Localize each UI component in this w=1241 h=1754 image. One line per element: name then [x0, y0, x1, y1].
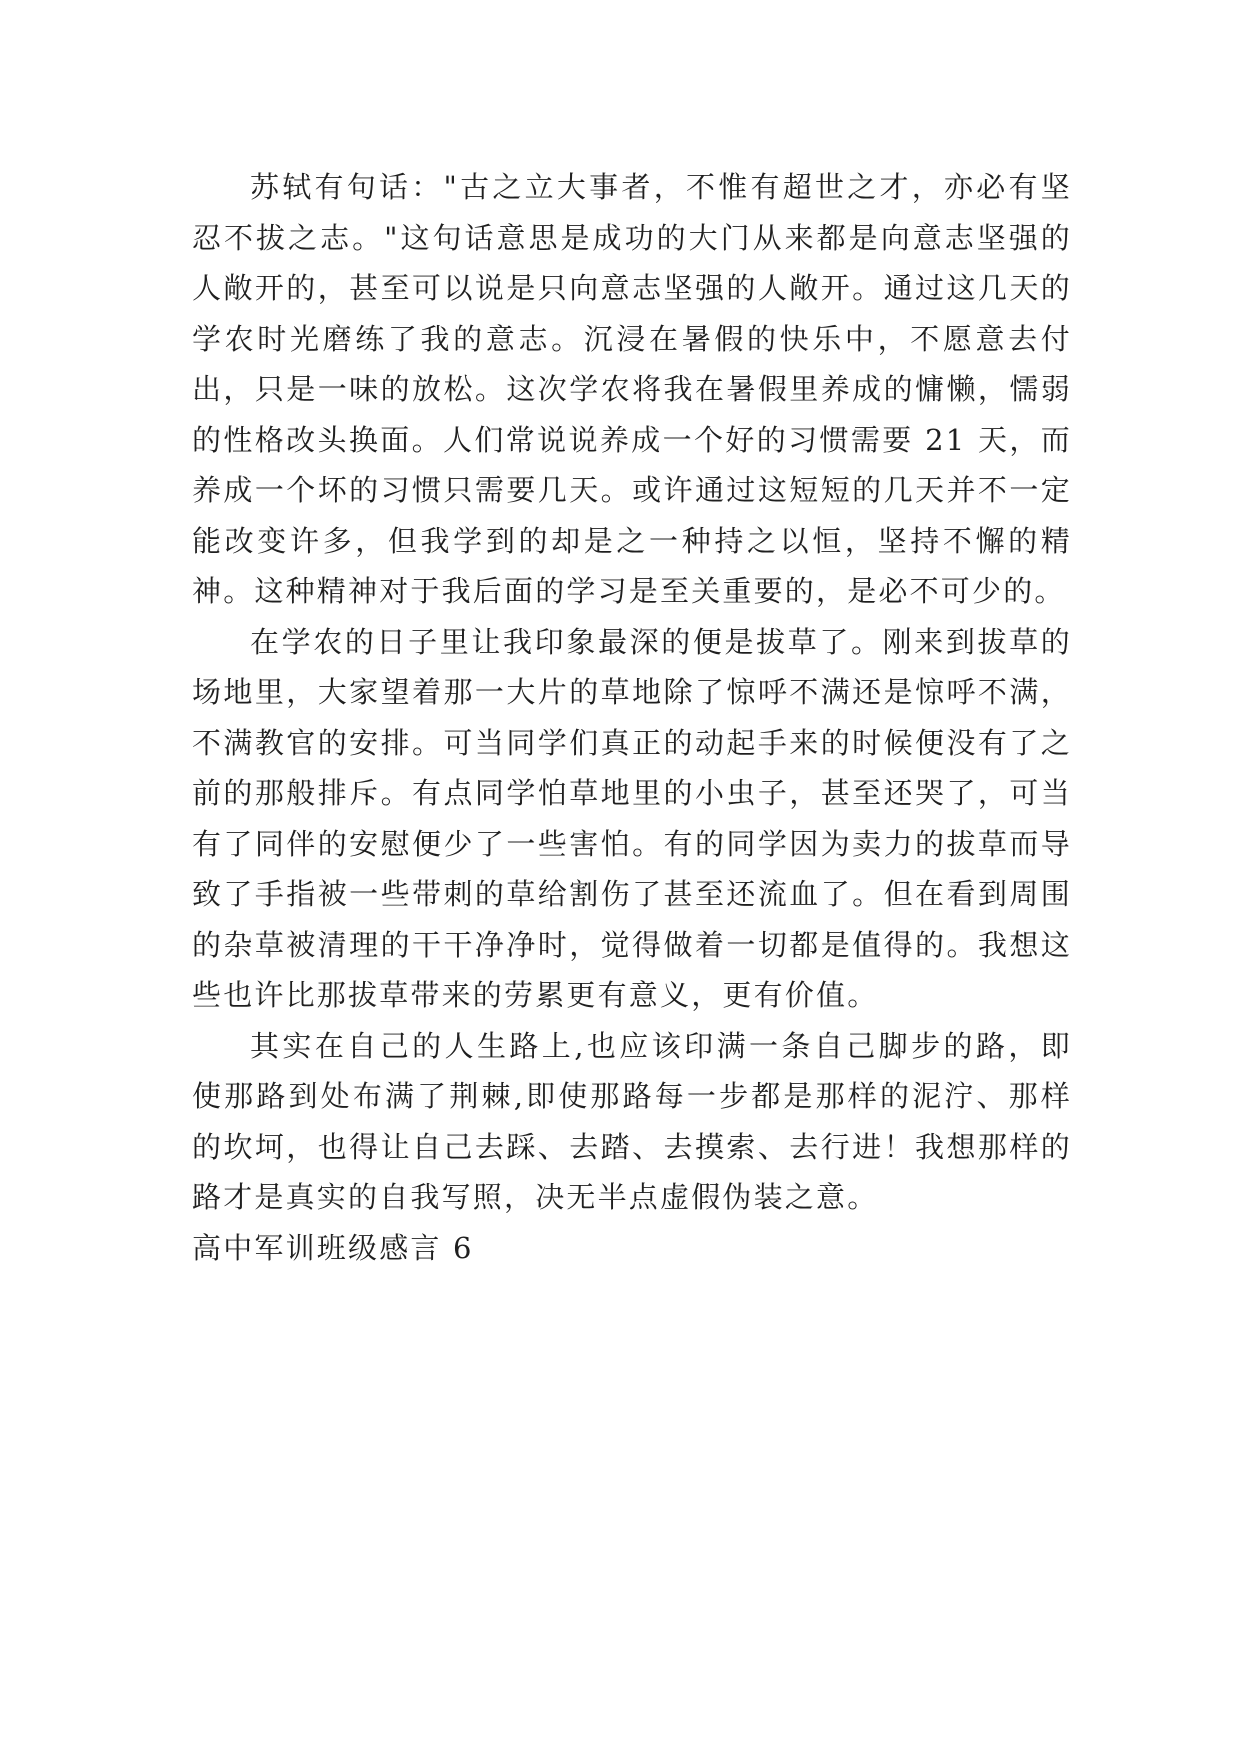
paragraph-3: 其实在自己的人生路上,也应该印满一条自己脚步的路，即使那路到处布满了荆棘,即使那路每一步都是那样的泥泞、那样的坎坷，也得让自己去踩、去踏、去摸索、去行进！我想那样的路才是真实的自我写照，决无半点虚假伪装之意。: [192, 1028, 1072, 1214]
section-heading: 高中军训班级感言 6: [192, 1230, 474, 1265]
paragraph-2: 在学农的日子里让我印象最深的便是拔草了。刚来到拔草的场地里，大家望着那一大片的草地除了惊呼不满还是惊呼不满，不满教官的安排。可当同学们真正的动起手来的时候便没有了之前的那般排斥。有点同学怕草地里的小虫子，甚至还哭了，可当有了同伴的安慰便少了一些害怕。有的同学因为卖力的拔草而导致了手指被一些带刺的草给割伤了甚至还流血了。但在看到周围的杂草被清理的干干净净时，觉得做着一切都是值得的。我想这些也许比那拔草带来的劳累更有意义，更有价值。: [192, 624, 1072, 1012]
document-body: [192, 162, 1072, 1273]
paragraph-1: 苏轼有句话："古之立大事者，不惟有超世之才，亦必有坚忍不拔之志。"这句话意思是成功的大门从来都是向意志坚强的人敞开的，甚至可以说是只向意志坚强的人敞开。通过这几天的学农时光磨练了我的意志。沉浸在暑假的快乐中，不愿意去付出，只是一味的放松。这次学农将我在暑假里养成的慵懒，懦弱的性格改头换面。人们常说说养成一个好的习惯需要 21 天，而养成一个坏的习惯只需要几天。或许通过这短短的几天并不一定能改变许多，但我学到的却是之一种持之以恒，坚持不懈的精神。这种精神对于我后面的学习是至关重要的，是必不可少的。: [192, 170, 1072, 608]
